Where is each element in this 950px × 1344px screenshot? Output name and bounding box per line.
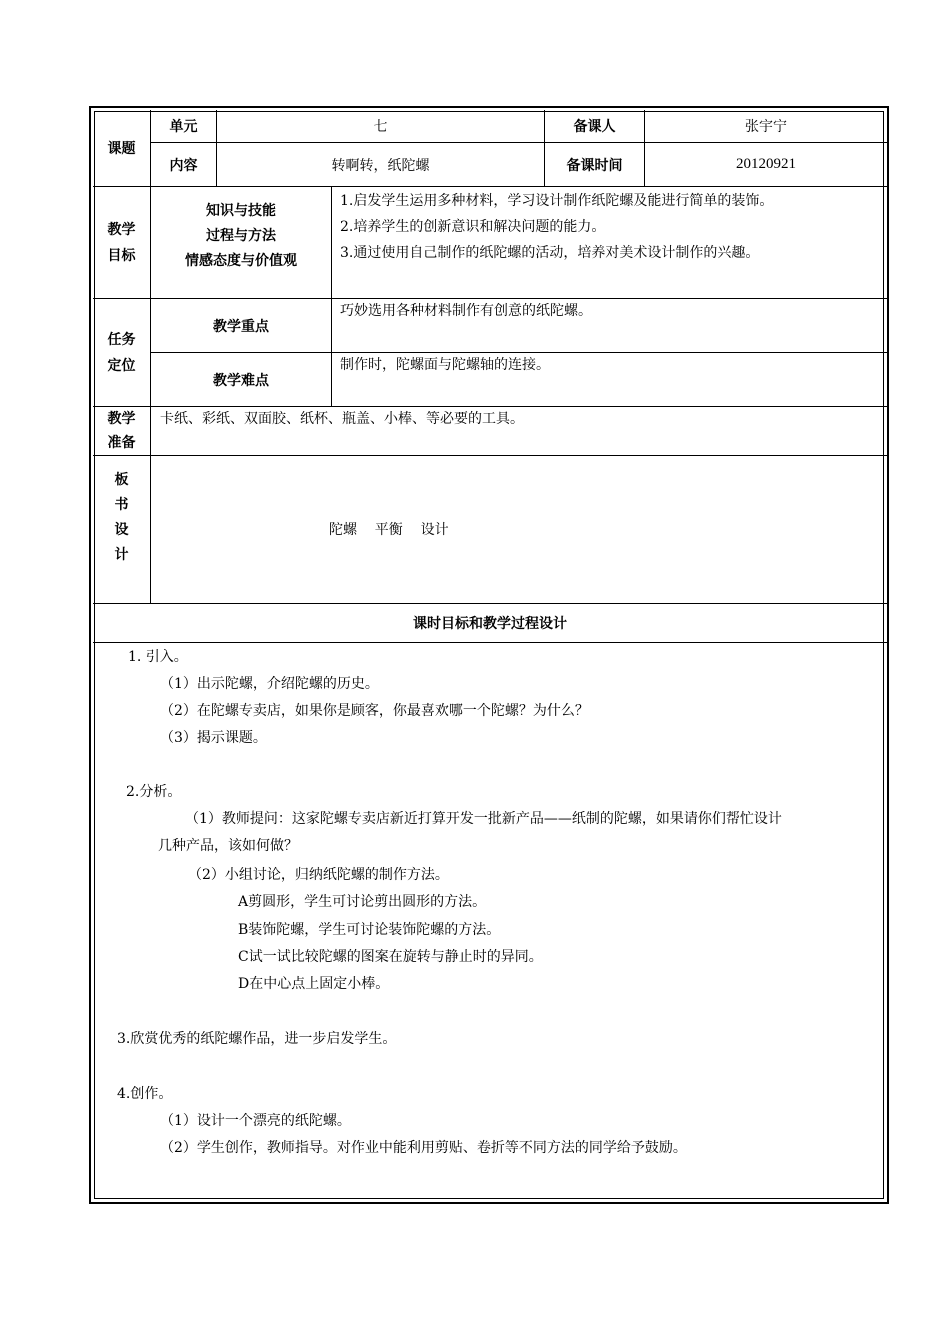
difficulty-label: 教学难点	[213, 372, 269, 389]
board-value: 陀螺 平衡 设计	[329, 522, 449, 538]
row-divider	[93, 642, 887, 643]
beikeshijian-label: 备课时间	[566, 157, 623, 174]
process-line: B装饰陀螺，学生可讨论装饰陀螺的方法。	[238, 922, 501, 938]
process-line: （3）揭示课题。	[160, 730, 267, 746]
task-label	[93, 299, 150, 406]
keti-label: 课题	[107, 141, 136, 157]
col-divider	[331, 186, 332, 406]
board-label-char: 设	[114, 522, 129, 538]
row-divider	[93, 406, 887, 407]
neirong-label: 内容	[169, 157, 198, 174]
board-label-char: 计	[114, 547, 129, 563]
process-line: 4.创作。	[117, 1086, 173, 1102]
process-line: 1. 引入。	[128, 649, 188, 665]
prep-label-line1: 教学	[107, 411, 136, 427]
prep-value: 卡纸、彩纸、双面胶、纸杯、瓶盖、小棒、等必要的工具。	[160, 411, 524, 427]
objective-dim-knowledge: 知识与技能	[206, 203, 276, 219]
task-label-line1: 任务	[107, 331, 136, 348]
beikeren-value: 张宇宁	[745, 119, 787, 135]
task-label-line2: 定位	[107, 357, 136, 374]
objectives-dimensions	[151, 187, 331, 298]
danyuan-label: 单元	[169, 119, 198, 135]
process-line: 2.分析。	[126, 784, 182, 800]
danyuan-value: 七	[373, 119, 388, 135]
objectives-label-line1: 教学	[107, 221, 136, 238]
process-line: 几种产品，该如何做？	[158, 838, 298, 854]
objective-item: 1.启发学生运用多种材料，学习设计制作纸陀螺及能进行简单的装饰。	[340, 193, 774, 209]
objective-item: 2.培养学生的创新意识和解决问题的能力。	[340, 219, 606, 235]
objectives-list	[340, 188, 773, 266]
neirong-value: 转啊转，纸陀螺	[331, 157, 430, 174]
process-line: 3.欣赏优秀的纸陀螺作品，进一步启发学生。	[117, 1031, 397, 1047]
objective-item: 3.通过使用自己制作的纸陀螺的活动，培养对美术设计制作的兴趣。	[340, 245, 760, 261]
board-label	[93, 468, 150, 568]
objective-dim-attitude: 情感态度与价值观	[185, 253, 297, 269]
process-line: A剪圆形，学生可讨论剪出圆形的方法。	[238, 894, 487, 910]
process-line: （1）出示陀螺，介绍陀螺的历史。	[160, 676, 379, 692]
beikeshijian-value: 20120921	[736, 156, 796, 172]
process-line: C试一试比较陀螺的图案在旋转与静止时的异同。	[238, 949, 543, 965]
process-line: （2）学生创作，教师指导。对作业中能利用剪贴、卷折等不同方法的同学给予鼓励。	[160, 1140, 687, 1156]
prep-label	[93, 407, 150, 455]
objective-dim-process: 过程与方法	[206, 228, 276, 244]
process-line: （1）设计一个漂亮的纸陀螺。	[160, 1113, 351, 1129]
focus-label: 教学重点	[213, 318, 269, 335]
objectives-label-line2: 目标	[107, 247, 136, 264]
process-line: （2）在陀螺专卖店，如果你是顾客，你最喜欢哪一个陀螺？为什么？	[160, 703, 589, 719]
process-line: （1）教师提问：这家陀螺专卖店新近打算开发一批新产品——纸制的陀螺，如果请你们帮忙设计	[185, 811, 782, 827]
difficulty-value: 制作时，陀螺面与陀螺轴的连接。	[340, 357, 550, 373]
row-divider	[93, 455, 887, 456]
objectives-label	[93, 187, 150, 298]
focus-value: 巧妙选用各种材料制作有创意的纸陀螺。	[340, 303, 592, 319]
prep-label-line2: 准备	[107, 435, 136, 451]
process-line: （2）小组讨论，归纳纸陀螺的制作方法。	[188, 867, 449, 883]
process-title: 课时目标和教学过程设计	[413, 616, 567, 632]
board-label-char: 书	[114, 497, 129, 513]
process-line: D在中心点上固定小棒。	[238, 976, 390, 992]
beikeren-label: 备课人	[573, 119, 616, 135]
board-label-char: 板	[114, 472, 129, 488]
